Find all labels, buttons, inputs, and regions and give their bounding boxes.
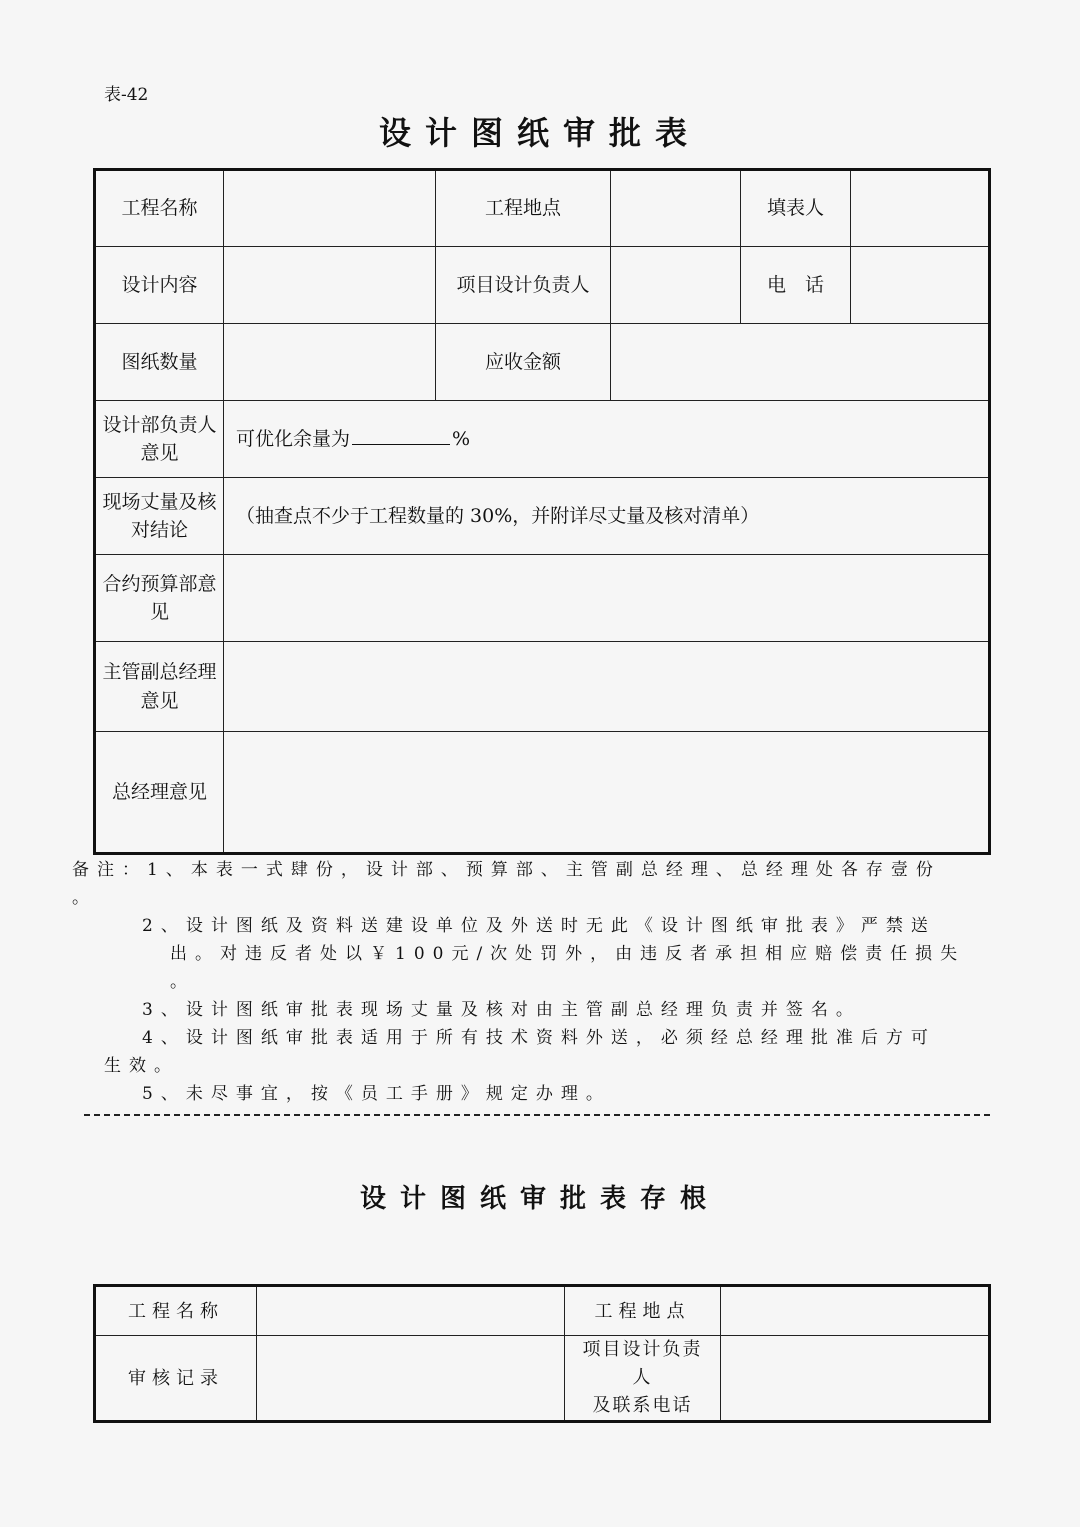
optimization-blank[interactable] [352,426,450,445]
note-3: 3、设计图纸审批表现场丈量及核对由主管副总经理负责并签名。 [142,1000,861,1020]
vice-gm-opinion-label: 主管副总经理意见 [95,642,224,732]
stub-project-location-label: 工程地点 [565,1286,721,1336]
stub-form-table [93,1284,991,1423]
cut-line-divider [84,1114,990,1116]
phone-field[interactable] [851,247,990,324]
gm-opinion-label: 总经理意见 [95,732,224,854]
stub-design-lead-line-1: 项目设计负责 [582,1339,703,1361]
drawing-count-field[interactable] [224,324,436,401]
note-2: 2、设计图纸及资料送建设单位及外送时无此《设计图纸审批表》严禁送 [142,916,936,936]
filled-by-label: 填表人 [741,170,851,247]
page-title: 设计图纸审批表 [378,114,701,152]
vice-gm-opinion-field[interactable] [224,642,990,732]
design-dept-head-opinion-label: 设计部负责人意见 [95,401,224,478]
stub-review-record-field[interactable] [257,1336,565,1422]
contract-budget-dept-label: 合约预算部意见 [95,555,224,642]
site-measurement-note: （抽查点不少于工程数量的 30%，并附详尽丈量及核对清单） [236,504,760,527]
project-location-label: 工程地点 [436,170,611,247]
design-dept-head-opinion-field[interactable] [224,401,990,478]
note-4: 4、设计图纸审批表适用于所有技术资料外送，必须经总经理批准后方可 [142,1028,936,1048]
project-name-field[interactable] [224,170,436,247]
project-design-lead-field[interactable] [611,247,741,324]
stub-design-lead-label [565,1336,721,1422]
stub-design-lead-line-3: 及联系电话 [592,1394,693,1416]
contract-budget-dept-field[interactable] [224,555,990,642]
form-code: 表-42 [104,85,149,105]
optimization-prefix: 可优化余量为 [236,427,351,450]
filled-by-field[interactable] [851,170,990,247]
optimization-suffix: % [452,427,471,450]
stub-title: 设计图纸审批表存根 [359,1184,720,1214]
note-2-tail: 。 [170,972,195,992]
drawing-count-label: 图纸数量 [95,324,224,401]
notes [72,856,972,1108]
note-1-tail: 。 [72,888,97,908]
phone-label: 电 话 [741,247,851,324]
note-5: 5、未尽事宜，按《员工手册》规定办理。 [142,1084,611,1104]
stub-project-name-label: 工程名称 [95,1286,257,1336]
stub-project-location-field[interactable] [721,1286,990,1336]
design-content-field[interactable] [224,247,436,324]
site-measurement-label: 现场丈量及核对结论 [95,478,224,555]
gm-opinion-field[interactable] [224,732,990,854]
note-4-cont: 生效。 [104,1056,179,1076]
receivable-amount-field[interactable] [611,324,990,401]
receivable-amount-label: 应收金额 [436,324,611,401]
note-2-cont: 出。对违反者处以￥100元/次处罚外，由违反者承担相应赔偿责任损失 [170,944,966,964]
design-content-label: 设计内容 [95,247,224,324]
stub-design-lead-line-2: 人 [632,1367,653,1389]
project-design-lead-label: 项目设计负责人 [436,247,611,324]
stub-design-lead-field[interactable] [721,1336,990,1422]
project-location-field[interactable] [611,170,741,247]
note-1: 备注：1、本表一式肆份，设计部、预算部、主管副总经理、总经理处各存壹份 [72,860,941,880]
site-measurement-field[interactable] [224,478,990,555]
approval-form-table [93,168,991,855]
stub-project-name-field[interactable] [257,1286,565,1336]
stub-review-record-label: 审核记录 [95,1336,257,1422]
project-name-label: 工程名称 [95,170,224,247]
